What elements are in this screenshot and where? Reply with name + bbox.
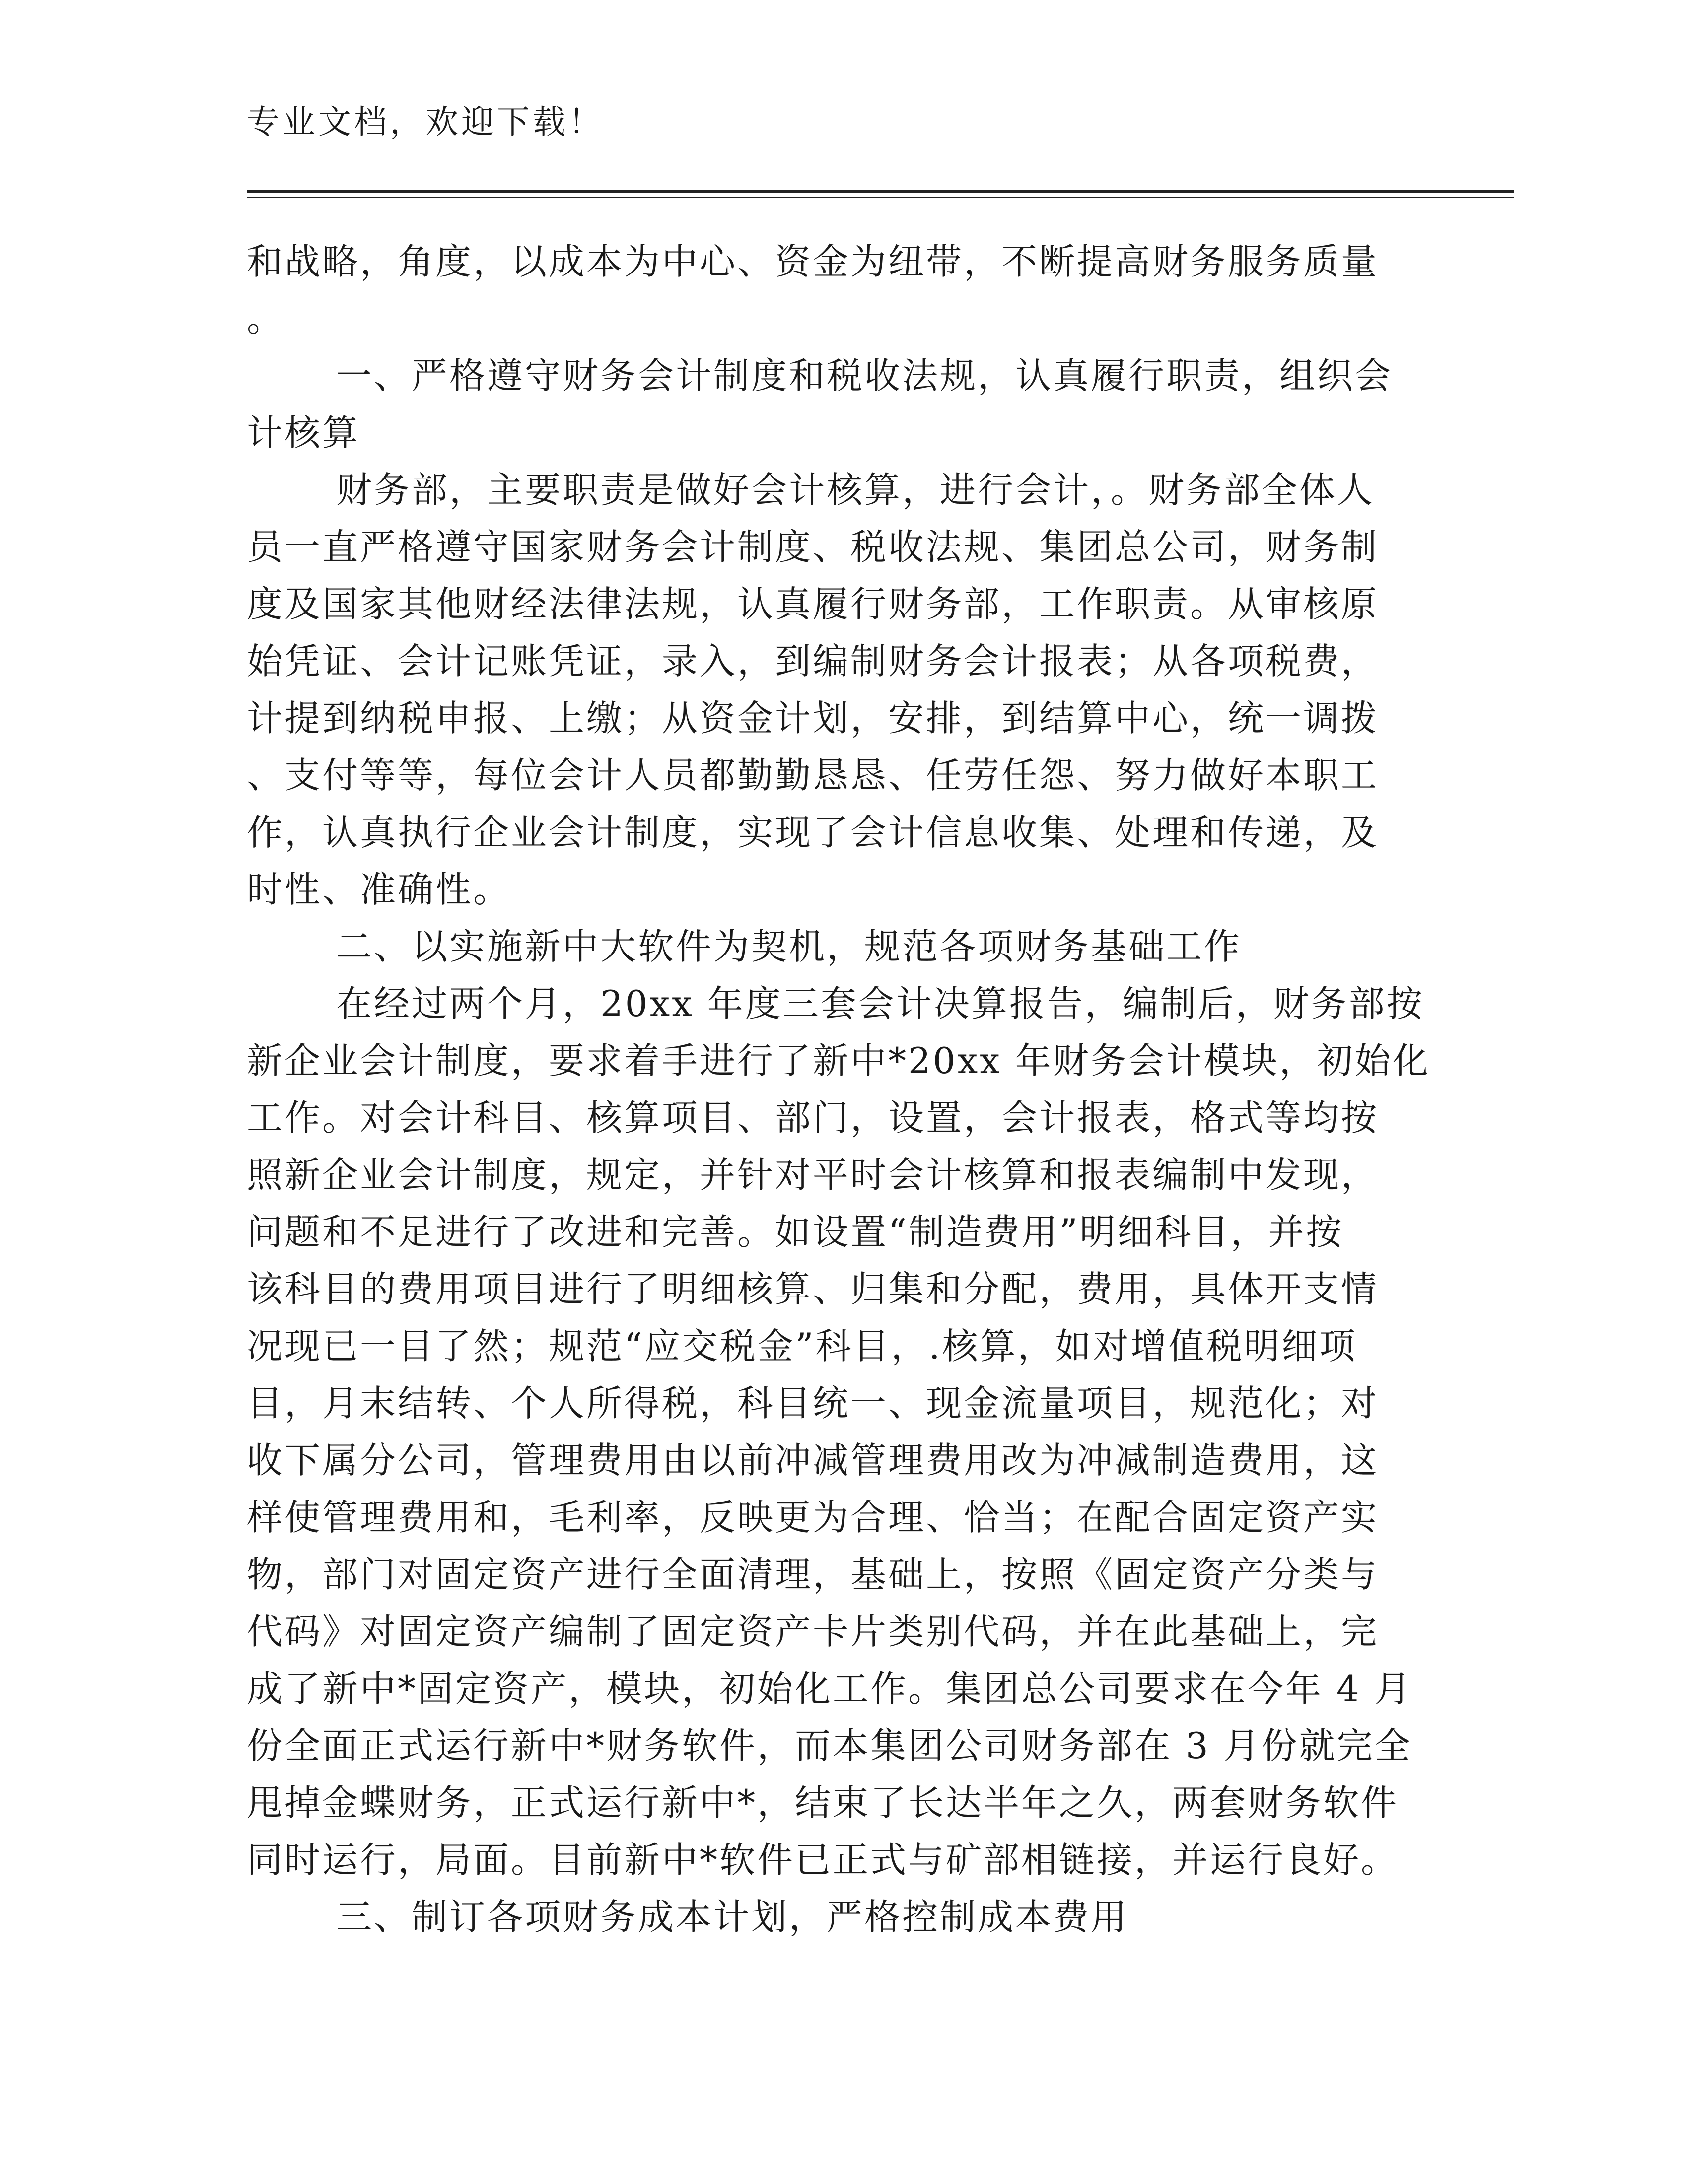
text-line: 物，部门对固定资产进行全面清理，基础上，按照《固定资产分类与 <box>247 1554 1379 1595</box>
text-line: 员一直严格遵守国家财务会计制度、税收法规、集团总公司，财务制 <box>247 526 1379 568</box>
text-line: 成了新中*固定资产，模块，初始化工作。集团总公司要求在今年 4 月 <box>247 1668 1412 1709</box>
text-line: 样使管理费用和，毛利率，反映更为合理、恰当；在配合固定资产实 <box>247 1497 1379 1538</box>
text-line: 况现已一目了然；规范“应交税金”科目，.核算，如对增值税明细项 <box>247 1325 1357 1367</box>
text-line: 工作。对会计科目、核算项目、部门，设置，会计报表，格式等均按 <box>247 1097 1379 1139</box>
text-line: 新企业会计制度，要求着手进行了新中*20xx 年财务会计模块，初始化 <box>247 1040 1430 1082</box>
paragraph-start-line: 财务部，主要职责是做好会计核算，进行会计，。财务部全体人 <box>336 469 1375 511</box>
text-line: 代码》对固定资产编制了固定资产卡片类别代码，并在此基础上，完 <box>247 1611 1379 1652</box>
text-line: 目，月末结转、个人所得税，科目统一、现金流量项目，规范化；对 <box>247 1382 1379 1424</box>
text-line: 计核算 <box>247 412 360 454</box>
text-line: 时性、准确性。 <box>247 869 511 910</box>
text-line: 。 <box>247 298 285 340</box>
text-line: 份全面正式运行新中*财务软件，而本集团公司财务部在 3 月份就完全 <box>247 1725 1412 1767</box>
text-line: 和战略，角度，以成本为中心、资金为纽带，不断提高财务服务质量 <box>247 241 1379 282</box>
text-line: 同时运行，局面。目前新中*软件已正式与矿部相链接，并运行良好。 <box>247 1839 1399 1881</box>
text-line: 、支付等等，每位会计人员都勤勤恳恳、任劳任怨、努力做好本职工 <box>247 754 1379 796</box>
paragraph-start-line: 二、以实施新中大软件为契机，规范各项财务基础工作 <box>336 926 1242 967</box>
text-line: 照新企业会计制度，规定，并针对平时会计核算和报表编制中发现， <box>247 1154 1379 1196</box>
text-line: 收下属分公司，管理费用由以前冲减管理费用改为冲减制造费用，这 <box>247 1439 1379 1481</box>
header-divider-thin <box>247 197 1514 198</box>
paragraph-start-line: 三、制订各项财务成本计划，严格控制成本费用 <box>336 1896 1129 1938</box>
text-line: 甩掉金蝶财务，正式运行新中*，结束了长达半年之久，两套财务软件 <box>247 1782 1399 1824</box>
text-line: 始凭证、会计记账凭证，录入，到编制财务会计报表；从各项税费， <box>247 640 1379 682</box>
text-line: 计提到纳税申报、上缴；从资金计划，安排，到结算中心，统一调拨 <box>247 697 1379 739</box>
text-line: 作，认真执行企业会计制度，实现了会计信息收集、处理和传递，及 <box>247 812 1379 853</box>
header-divider-thick <box>247 190 1514 193</box>
document-body <box>247 233 1438 1946</box>
text-line: 该科目的费用项目进行了明细核算、归集和分配，费用，具体开支情 <box>247 1268 1379 1310</box>
paragraph-start-line: 一、严格遵守财务会计制度和税收法规，认真履行职责，组织会 <box>336 355 1393 397</box>
text-line: 度及国家其他财经法律法规，认真履行财务部，工作职责。从审核原 <box>247 583 1379 625</box>
page-header: 专业文档，欢迎下载！ <box>247 103 604 141</box>
paragraph-start-line: 在经过两个月，20xx 年度三套会计决算报告，编制后，财务部按 <box>336 983 1424 1024</box>
text-line: 问题和不足进行了改进和完善。如设置“制造费用”明细科目，并按 <box>247 1211 1344 1253</box>
